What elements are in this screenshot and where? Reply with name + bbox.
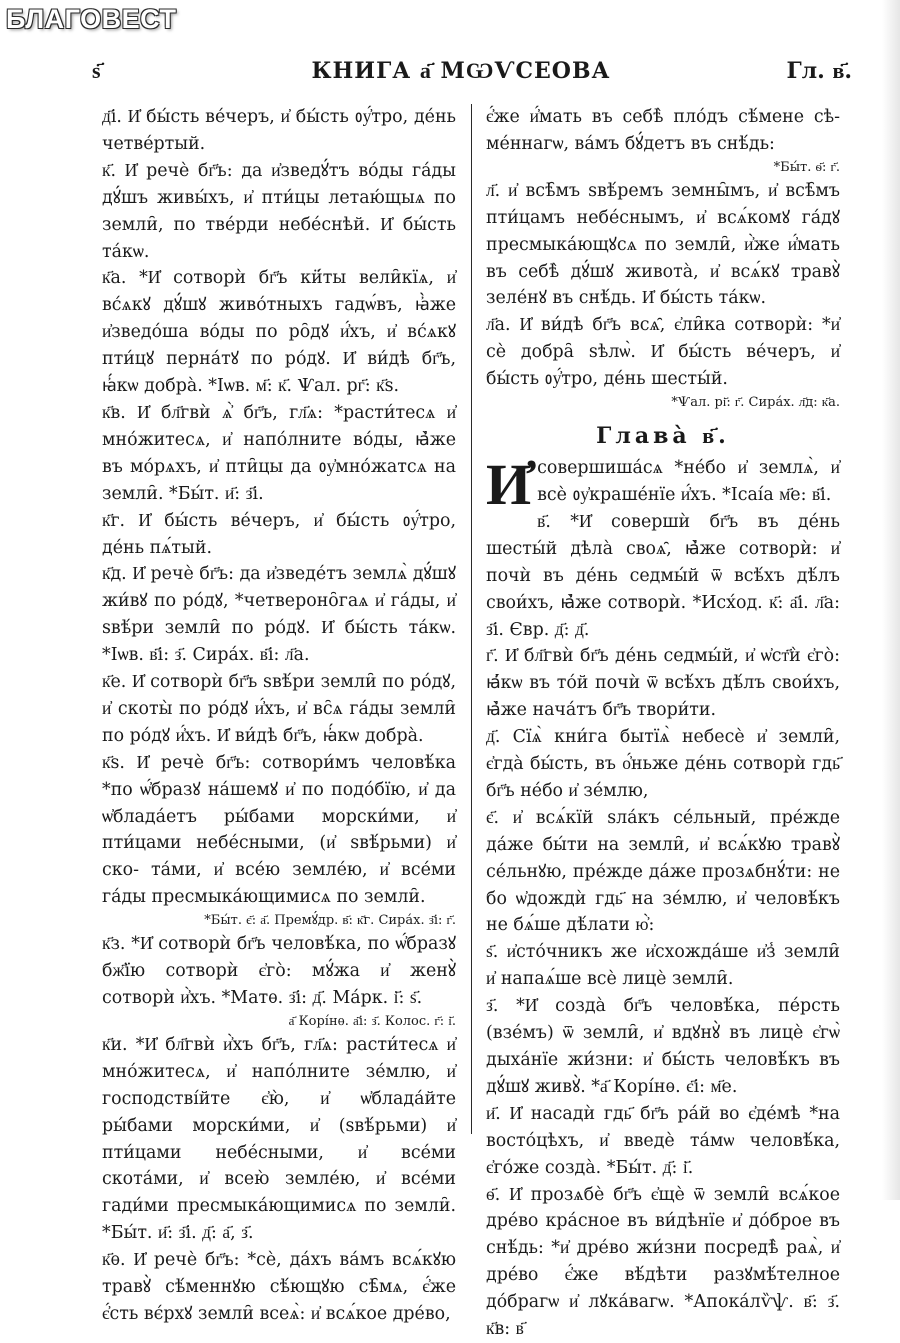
- verse: ѕ҃. и҆сто́чникъ же и҆схожда́ше и҆з̾ земли̑ и҆ напаѧ́ше всѐ лицѐ земли̑.: [486, 942, 840, 990]
- verse: в҃. *И҆ совершѝ бг҃ъ въ де́нь шесты́й дѣла̀ своѧ̑, ꙗ҆̀же сотворѝ: и҆ почѝ въ де́нь седмы́й ѿ всѣ́хъ дѣ́лъ свои́хъ, ꙗ҆̀же сотворѝ. *Исх́од. к҃: а҃і. л҃а: з҃і. Євр. д҃: д҃.: [486, 511, 840, 640]
- chapter-marker: Гл. в҃.: [786, 58, 852, 84]
- page-edge-shadow: [882, 0, 900, 1200]
- cross-reference: *Ѱал. рі҃: г҃. Сира́х. л҃д: к҃а.: [671, 395, 840, 411]
- running-header: [58, 58, 864, 92]
- verse: є҆́же и҆́мать въ себѣ̀ пло́дъ сѣ́мене сѣ- ме́ннагѡ, ва́мъ бꙋ́детъ въ снѣ́дь:: [486, 107, 840, 154]
- right-column-top: [486, 104, 840, 413]
- watermark-logo: БЛАГОВЕСТ: [6, 4, 177, 34]
- verse: д҃і. И҆ бы́сть ве́черъ, и҆ бы́сть ᲂу҆́тро, де́нь четве́ртый.: [102, 107, 456, 154]
- right-column-bottom: [486, 450, 840, 1343]
- right-column: [486, 104, 840, 1340]
- chapter-heading: Глава̀ в҃.: [596, 423, 730, 450]
- verse: к҃г. И҆ бы́сть ве́черъ, и҆ бы́сть ᲂу҆́тро, де́нь пѧ́тый.: [102, 510, 456, 558]
- verse: ѳ҃. И҆ прозѧбѐ бг҃ъ є҆щѐ ѿ земли̑ всѧ́кое дре́во кра́сное въ ви́дѣнїе и҆ до́брое въ снѣ́дь: *и҆ дре́во жи́зни посредѣ̀ раѧ̀, и҆ дре́во є҆́же вѣ́дѣти разꙋмѣ́телное до́брагѡ и҆ лꙋка́вагѡ. *Апока́лѷѱ. в҃: з҃. к҃в: в҃: [486, 1184, 840, 1340]
- verse: и҃. И҆ насадѝ гдь҃ бг҃ъ ра́й во є҆де́мѣ *на восто́цѣхъ, и҆ введѐ та́мѡ человѣ́ка, є҆го́же созда̀. *Бы́т. д҃: і҃.: [486, 1103, 840, 1178]
- verse: з҃. *И҆ созда̀ бг҃ъ человѣ́ка, пе́рсть (взе́мъ) ѿ земли̑, и҆ вдꙋнꙋ̀ въ лицѐ є҆гѡ̀ дыха́нїе жи́зни: и҆ бы́сть человѣ́къ въ дꙋ́шꙋ живꙋ̀. *а҃ Корі́нѳ. є҃і: м҃е.: [486, 996, 840, 1097]
- text-columns: [102, 104, 840, 1340]
- verse: л҃а. И҆ ви́дѣ бг҃ъ всѧ̑, є҆ли̑ка сотворѝ: *и҆ сѐ добра̑ ѕѣлѡ̀. И҆ бы́сть ве́черъ, и҆ бы́сть ᲂу҆́тро, де́нь шесты́й.: [486, 315, 840, 390]
- verse: к҃з. *И҆ сотворѝ бг҃ъ человѣ́ка, по ѡ҆́бразꙋ бж҃їю сотворѝ є҆го̀: мꙋ́жа и҆ женꙋ̀ сотворѝ и҆̀хъ. *Матѳ. з҃і: д҃. Ма́рк. і҃: ѕ҃.: [102, 934, 456, 1008]
- verse: к҃д. И҆ речѐ бг҃ъ: да и҆зведе́тъ землѧ̀ дꙋ́шꙋ жи́вꙋ по ро́дꙋ, *четвероно̑гаѧ и҆ га́ды, и҆ ѕвѣ́ри земли̑ по ро́дꙋ. И҆ бы́сть та́кѡ. *Іѡв. в҃і: з҃. Сира́х. в҃і: л҃а.: [102, 564, 456, 666]
- verse: к҃и. *И҆ бл҃гвѝ и҆̀хъ бг҃ъ, гл҃ѧ: расти́тесѧ и҆ мно́житесѧ, и҆ напо́лните зе́млю, и҆ господстві́йте є҆ю̀, и҆ ѡ҆блада́йте ры́бами морски́ми, и҆ (ѕвѣ́рьми) и҆ пти́цами небе́сными, и҆ все́ми скота́ми, и҆ всею̀ земле́ю, и҆ все́ми гади́ми пресмыка́ющимисѧ по земли̑. *Бы́т. и҃: з҃і. д҃: а҃, з҃.: [102, 1034, 456, 1244]
- left-column: [102, 104, 456, 1324]
- book-page: [58, 12, 864, 1340]
- verse: к҃ѕ. И҆ речѐ бг҃ъ: сотвори́мъ человѣ́ка *по ѡ҆́бразꙋ на́шемꙋ и҆ по подо́бїю, и҆ да ѡ҆блада́етъ ры́бами морски́ми, и҆ пти́цами небе́сными, (и҆ ѕвѣ́рьми) и҆ ско- та́ми, и҆ все́ю земле́ю, и҆ все́ми га́ды пресмыка́ющимисѧ по земли̑.: [102, 752, 456, 908]
- verse: к҃ѳ. И҆ речѐ бг҃ъ: *сѐ, да́хъ ва́мъ всѧ́кꙋю травꙋ̀ сѣ́меннꙋю сѣ́ющꙋю сѣ̑мѧ, є҆́же є҆́сть вє́рхꙋ земли̑ всеѧ̀: и҆ всѧ́кое дре́во,: [102, 1250, 456, 1324]
- verse: к҃. И҆ речѐ бг҃ъ: да и҆зведꙋ́тъ во́ды га́ды дꙋ́шъ живы́хъ, и҆ пти́цы летаю́щыѧ по земли̑, по тве́рди небе́снѣй. И҆ бы́сть та́кѡ.: [102, 160, 456, 262]
- verse: г҃. И҆ бл҃гвѝ бг҃ъ де́нь седмы́й, и҆ ѡ҆ст҃ѝ є҆го̀: ꙗ҆́кѡ въ то́й почѝ ѿ всѣ́хъ дѣ́лъ свои́хъ, ꙗ҆̀же нача́тъ бг҃ъ твори́ти.: [486, 646, 840, 721]
- verse: совершиша́сѧ *не́бо и҆ землѧ̀, и҆ всѐ ᲂу҆краше́нїе и҆́хъ. *Ісаі́а м҃е: в҃і.: [537, 458, 840, 505]
- verse: к҃в. И҆ бл҃гвѝ ѧ҆̀ бг҃ъ, гл҃ѧ: *расти́тесѧ и҆ мно́житесѧ, и҆ напо́лните во́ды, ꙗ҆̀же въ мо́рѧхъ, и҆ пти̑цы да ᲂу҆мно́жатсѧ на земли̑. *Бы́т. и҃: з҃і.: [102, 402, 456, 504]
- verse: к҃а. *И҆ сотворѝ бг҃ъ кӥ́ты вели̑кїѧ, и҆ вс́ѧкꙋ дꙋ́шꙋ живо́тныхъ гадѡ́въ, ꙗ҆̀же и҆зведо́ша во́ды по ро̑дꙋ и҆́хъ, и҆ вс́ѧкꙋ пти́цꙋ перна́тꙋ по ро́дꙋ. И҆ ви́дѣ бг҃ъ, ꙗ҆́кѡ добра̀. *Іѡв. м҃: к҃. Ѱал. рг҃: к҃ѕ.: [102, 268, 456, 397]
- drop-cap: И҆: [486, 450, 532, 519]
- column-divider: [471, 104, 472, 1134]
- verse: л҃. и҆ всѣ̑мъ ѕвѣ́ремъ земны̑мъ, и҆ всѣ̑мъ пти́цамъ небе́снымъ, и҆ всѧ́комꙋ га́дꙋ пресмыка́ющꙋсѧ по земли̑, и҆̀же и҆́мать въ себѣ̀ дꙋ́шꙋ живота̀, и҆ всѧ́кꙋ травꙋ̀ зеле́нꙋ въ снѣ́дь. И҆ бы́сть та́кѡ.: [486, 180, 840, 309]
- page-number: ѕ҃: [92, 58, 101, 84]
- verse: є҃. и҆ всѧ́кїй ѕла́къ се́льный, пре́жде да́же бы́ти на земли̑, и҆ всѧ́кꙋю травꙋ̀ се́льнꙋю, пре́жде да́же прозѧбнꙋ́ти: не бо ѡ҆дождѝ гдь҃ на зе́млю, и҆ человѣ́къ не бѧ́ше дѣ́лати ю҆̀:: [486, 807, 840, 936]
- verse: д҃. Сїѧ̀ кни́га бытїѧ̀ небесѐ и҆ земли̑, є҆гда̀ бы́сть, въ о҆́ньже де́нь сотворѝ гдь҃ бг҃ъ не́бо и҆ зе́млю,: [486, 727, 840, 801]
- cross-reference: а҃ Корі́нѳ. а҃і: з҃. Колос. г҃: і҃.: [288, 1013, 456, 1029]
- book-title: КНИГА а҃ МѠѴСЕОВА: [311, 58, 611, 84]
- cross-reference: *Бы́т. є҃: а҃. Премꙋ́др. в҃: к҃г. Сира́х. з҃і: г҃.: [204, 913, 456, 929]
- verse: к҃е. И҆ сотворѝ бг҃ъ ѕвѣ́ри земли̑ по ро́дꙋ, и҆ скоты̀ по ро́дꙋ и҆́хъ, и҆ вс̑ѧ га́ды земли̑ по ро́дꙋ и҆́хъ. И҆ ви́дѣ бг҃ъ, ꙗ҆́кѡ добра̀.: [102, 672, 456, 746]
- cross-reference: *Бы́т. ѳ҃: г҃.: [773, 159, 840, 175]
